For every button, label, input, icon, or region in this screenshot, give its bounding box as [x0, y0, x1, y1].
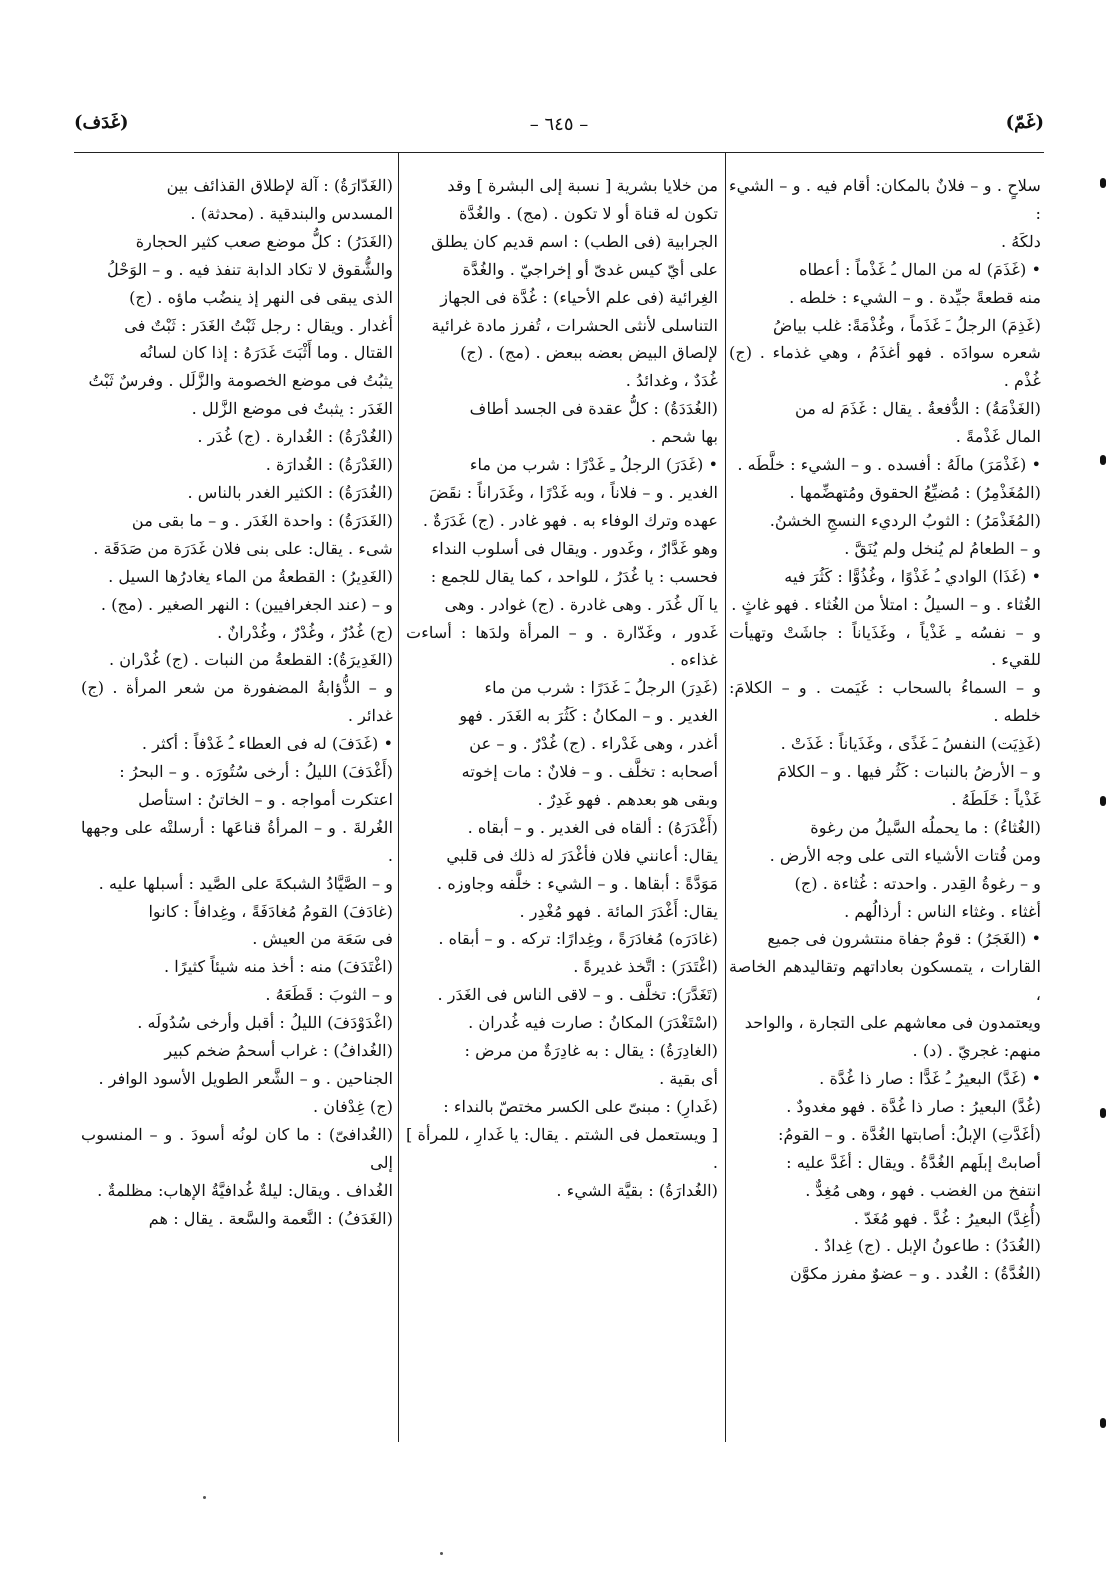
text-line: من خلايا بشرية [ نسبة إلى البشرة ] وقد: [447, 176, 718, 195]
text-line: ويعتمدون فى معاشهم على التجارة ، والواحد: [744, 1013, 1041, 1033]
scan-mark: [1100, 455, 1106, 465]
text-line: بها شحم .: [650, 427, 718, 447]
column-divider-right: [725, 152, 726, 1442]
text-line: (الغُدارَةُ) : بقيَّة الشيء .: [556, 1180, 718, 1200]
text-line: التناسلى لأنثى الحشرات ، تُفرز مادة غرائية: [431, 315, 718, 335]
text-line: شعره سوادَه . فهو أغذَمُ ، وهي غذماء . (ج) غُذْم .: [729, 343, 1041, 391]
text-line: شىء . يقال: على بنى فلان غَدَرَة من صَدَقَة .: [93, 538, 393, 558]
text-line: الغدير . و – فلاناً ، وبه غَدْرًا ، وغَدَراناً : نقَضَ: [429, 482, 718, 502]
text-line: • (غَذْمَرَ) مالَهُ : أفسده . و – الشيء : خلَّطَه .: [737, 455, 1041, 475]
text-line: (أَغْدَفَ) الليلُ : أرخى سُتُورَه . و – البحرُ :: [119, 762, 393, 782]
text-line: أصحابه : تخلَّف . و – فلانٌ : مات إخوته: [461, 762, 718, 782]
text-line: المسدس والبندقية . (محدثة) .: [190, 203, 393, 223]
text-line: (أَغْدَرَهُ) : ألقاه فى الغدير . و – أبقاه .: [467, 817, 718, 837]
text-line: (الغَدَرَةُ) : واحدة الغَدَر . و – ما بقى من: [131, 510, 393, 530]
text-line: القارات ، يتمسكون بعاداتهم وتقاليدهم الخاصة ،: [729, 957, 1041, 1005]
column-right: [729, 172, 1041, 1288]
text-line: (الغُدَّةُ) : الغُدد . و – عضوٌ مفرز مكوَّن: [790, 1264, 1041, 1284]
text-line: أغدر ، وهى غَدْراء . (ج) غُدْرٌ . و – عن: [469, 734, 718, 754]
text-line: (الغُدَدُ) : طاعونُ الإبل . (ج) غِدادٌ .: [813, 1236, 1041, 1256]
text-line: الغَدَر : يثبتُ فى موضع الزَّلل .: [191, 399, 393, 419]
text-line: و – نفسُه ـِ غَذْياً ، وغَذَياناً : جاشَتْ وتهيأت للقيء .: [729, 622, 1041, 670]
text-line: سلاحٍ . و – فلانٌ بالمكان: أقام فيه . و – الشيء :: [729, 176, 1041, 223]
text-line: و – (عند الجغرافيين) : النهر الصغير . (مج) .: [100, 594, 393, 614]
text-line: أغدار . ويقال : رجل ثَبْتُ الغَدَر : ثَبْتٌ فى: [124, 315, 393, 335]
text-line: وهو غَدَّارٌ ، وغَدور . ويقال فى أسلوب النداء: [431, 538, 718, 558]
text-line: الغدير . و – المكانُ : كَثُرَ به الغَدَر . فهو: [459, 706, 718, 726]
text-line: (غادَفَ) القومُ مُغادَفَةً ، وغِدافاً : كانوا: [148, 901, 393, 921]
text-line: غَدور ، وغَدّارة . و – المرأة ولدَها : أساءت غذاءه .: [406, 622, 718, 670]
text-line: يقال: أعانني فلان فأغْدَرَ له ذلك فى قلبي: [446, 845, 718, 865]
text-line: لإلصاق البيض بعضه ببعض . (مج) . (ج): [460, 343, 718, 363]
text-line: و – الأرضُ بالنبات : كَثُر فيها . و – الكلامَ: [777, 762, 1041, 782]
text-line: يثبُتُ فى موضع الخصومة والزَّلَل . وفرسٌ ثَبْتُ: [88, 371, 393, 391]
text-line: (الغَدِيرُ) : القطعةُ من الماء يغادرُها السيل .: [108, 566, 393, 586]
text-line: القتال . وما أَثْبَتَ غَدَرَهُ : إذا كان لسانُه: [139, 343, 393, 363]
text-line: (الغُدَرَةُ) : الكثير الغدر بالناس .: [187, 482, 393, 502]
text-line: (المُغَذْمِرُ) : مُضيِّعُ الحقوق ومُتهضِّمها .: [789, 482, 1041, 502]
text-line: و – الثوبَ : قَطَعَهُ .: [265, 985, 393, 1005]
text-line: • (الغَجَرُ) : قومٌ جفاة منتشرون فى جميع: [767, 929, 1041, 949]
text-line: يقال: أَغْدَرَ المائة . فهو مُغْدِر .: [519, 901, 718, 921]
text-line: • (غَدَرَ) الرجلُ ـِ غَدْرًا : شرب من ماء: [469, 455, 718, 475]
text-line: • (غَذَا) الوادي ـُ غَذْوًا ، وغُذُوًّا : كَثُرَ فيه: [784, 566, 1041, 586]
text-line: فحسب : يا غُدَرُ ، للواحد ، كما يقال للجمع :: [430, 566, 718, 586]
scan-mark: [1100, 796, 1106, 806]
column-left: [81, 172, 393, 1232]
header-rule: [74, 152, 1044, 153]
text-line: وبقى هو بعدهم . فهو غَدِرٌ .: [537, 789, 718, 809]
scan-speck: [203, 1496, 206, 1499]
text-line: (ج) غِدْفان .: [312, 1096, 393, 1116]
text-line: (الغَدِيرَةُ): القطعةُ من النبات . (ج) غُدْران .: [108, 650, 393, 670]
text-line: (تَغَدَّرَ): تخلَّف . و – لاقى الناس فى الغَدَر .: [437, 985, 718, 1005]
text-line: فى سَعَة من العيش .: [252, 929, 393, 949]
text-line: مَوَدَّةً : أبقاها . و – الشيء : خلَّفه وجاوزه .: [437, 873, 718, 893]
scan-mark: [1100, 178, 1106, 188]
text-line: الجناحين . و – الشَّعر الطويل الأسود الوافر .: [98, 1069, 393, 1088]
text-line: (الغَدْرَةُ) : الغُدارَة .: [265, 455, 393, 475]
scan-mark: [1100, 1418, 1106, 1428]
right-root-heading: (غَمّ): [1005, 112, 1044, 133]
text-line: (غادَرَه) مُغادَرَةً ، وغِدارًا: تركه . و – أبقاه .: [438, 929, 718, 949]
text-line: ومن فُتات الأشياء التى على وجه الأرض .: [769, 845, 1041, 865]
text-line: (اغْتَدَرَ) : اتَّخذ غديرةً .: [573, 957, 718, 977]
text-line: (المُغَذْمَرُ) : الثوبُ الرديء النسجِ الخشنُ.: [769, 510, 1041, 530]
text-line: (الغُدْرَةُ) : الغُدارة . (ج) غُدَر .: [197, 427, 393, 447]
text-line: منهم: غجريّ . (د) .: [912, 1041, 1041, 1061]
text-line: (الغُدافُ) : غراب أسحمُ ضخم كبير: [164, 1041, 393, 1061]
text-line: الغُداف . ويقال: ليلةٌ غُدافيَّةُ الإهاب: مظلمةٌ .: [97, 1180, 393, 1200]
text-line: (الغَدَفُ) : النَّعمة والسَّعة . يقال : هم: [148, 1208, 393, 1228]
text-line: (الغَدَرُ) : كلُّ موضع صعب كثير الحجارة: [135, 231, 393, 251]
text-line: دلكَهُ .: [1000, 231, 1041, 251]
text-line: الغِرائية (فى علم الأحياء) : غُدَّة فى الجهاز: [440, 287, 718, 307]
text-line: (اغْتَدَفَ) منه : أخذ منه شيئاً كثيرًا .: [163, 957, 393, 977]
text-line: انتفخ من الغضب . فهو ، وهى مُغِدٌّ .: [805, 1180, 1041, 1200]
text-line: [ ويستعمل فى الشتم . يقال: يا غَدارِ ، للمرأة ] .: [406, 1124, 718, 1172]
text-line: (اغْدَوْدَفَ) الليلُ : أقبل وأرخى سُدُولَه .: [137, 1013, 393, 1033]
text-line: عهده وترك الوفاء به . فهو غادر . (ج) غَدَرَةٌ .: [422, 510, 718, 530]
text-line: الجرابية (فى الطب) : اسم قديم كان يطلق: [431, 231, 718, 251]
text-line: و – الطعامُ لم يُنخل ولم يُنَقَّ .: [844, 538, 1041, 558]
text-line: منه قطعةً جيِّدة . و – الشيء : خلطه .: [789, 287, 1041, 307]
text-line: و – الذُّؤابةُ المضفورة من شعر المرأة . (ج) غدائر .: [81, 678, 393, 726]
text-line: و – السماءُ بالسحاب : غَيَمت . و – الكلامَ: خلطه .: [729, 678, 1041, 726]
text-line: (غَدِرَ) الرجلُ ـَ غَدَرًا : شرب من ماء: [484, 678, 718, 698]
text-line: • (غَدَّ) البعيرُ ـُ غَدًّا : صار ذا غُدَّة .: [819, 1069, 1041, 1088]
text-line: غُدَدٌ ، وغدائدُ .: [625, 371, 718, 391]
text-line: • (غَدَفَ) له فى العطاء ـُ غَدْفاً : أكثر .: [141, 734, 393, 754]
text-line: و – رغوةُ القِدر . واحدته : غُثاءة . (ج): [794, 873, 1041, 893]
text-line: الذى يبقى فى النهر إذ ينضُب ماؤه . (ج): [129, 287, 393, 307]
text-line: و – الصَّيَّادُ الشبكةَ على الصَّيد : أسبلها عليه .: [98, 873, 393, 893]
text-line: • (غَذَمَ) له من المال ـُ غَذْماً : أعطاه: [798, 259, 1041, 279]
text-line: (الغَذْمَةُ) : الدُّفعةُ . يقال : غَذَمَ له من: [794, 399, 1041, 419]
text-line: (غَذِيَت) النفسُ ـَ غَذًى ، وغَذَياناً : غَذَتْ .: [780, 734, 1041, 754]
text-line: (اسْتَغْدَرَ) المكانُ : صارت فيه غُدران .: [468, 1013, 718, 1033]
text-line: (غُدَّ) البعيرُ : صار ذا غُدَّة . فهو مغدودٌ .: [786, 1096, 1041, 1116]
scan-speck: [440, 1552, 443, 1555]
text-line: أى بقية .: [659, 1069, 718, 1088]
text-line: يا آل غُدَر . وهى غادرة . (ج) غوادر . وهى: [444, 594, 718, 614]
text-line: الغُرلةَ . و – المرأةُ قناعَها : أرسلتْه على وجهها .: [81, 817, 393, 865]
page-header: [74, 108, 1044, 148]
text-line: (ج) غُدُرٌ ، وغُدْرٌ ، وغُدْرانٌ .: [217, 622, 393, 642]
text-line: اعتكرت أمواجه . و – الخاتنُ : استأصل: [138, 789, 393, 809]
left-root-heading: (غَدَف): [74, 112, 129, 133]
text-line: غَذْياً : خَلَطَهُ .: [951, 789, 1041, 809]
text-line: (الغَدّارَةُ) : آلة لإطلاق القذائف بين: [166, 176, 393, 195]
text-line: (أغَدَّتِ) الإبلُ: أصابتها الغُدَّة . و – القومُ:: [778, 1124, 1041, 1144]
text-line: (الغُدافىّ) : ما كان لونُه أسودَ . و – المنسوب إلى: [81, 1124, 393, 1172]
text-line: الغُثاء . و – السيلُ : امتلأ من الغُثاء . فهو غاثٍ .: [731, 594, 1041, 614]
column-middle: [406, 172, 718, 1205]
text-line: (أُغِدَّ) البعيرُ : غُدَّ . فهو مُغَدّ .: [853, 1208, 1041, 1228]
text-line: المال غَذْمةً .: [955, 427, 1041, 447]
text-line: والشُّقوق لا تكاد الدابة تنفذ فيه . و – الوَحْلُ: [106, 259, 393, 279]
text-line: أصابتْ إبلَهم الغُدَّةُ . ويقال : أغَدَّ عليه :: [786, 1152, 1041, 1172]
text-line: (الغادِرَةُ) : يقال : به غادِرَةٌ من مرض :: [464, 1041, 718, 1061]
text-line: (غَدارِ) : مبنىّ على الكسر مختصّ بالنداء :: [443, 1096, 718, 1116]
text-line: (الغُدَدَةُ) : كلُّ عقدة فى الجسد أطاف: [469, 399, 718, 419]
text-line: (غَذِمَ) الرجلُ ـَ غَذَماً ، وغُذْمَةً: غلب بياضُ: [773, 315, 1041, 335]
text-line: (الغُثاءُ) : ما يحملُه السَّيلُ من رغوة: [810, 817, 1041, 837]
text-line: تكون له قناة أو لا تكون . (مج) . والغُدَّة: [459, 203, 718, 223]
text-line: أغثاء . وغثاء الناس : أرذالُهم .: [844, 901, 1041, 921]
scan-mark: [1100, 1108, 1106, 1118]
page-number: – ٦٤٥ –: [529, 114, 589, 135]
text-line: على أيّ كيس غدىّ أو إخراجيّ . والغُدَّة: [462, 259, 718, 279]
column-divider-left: [398, 152, 399, 1442]
